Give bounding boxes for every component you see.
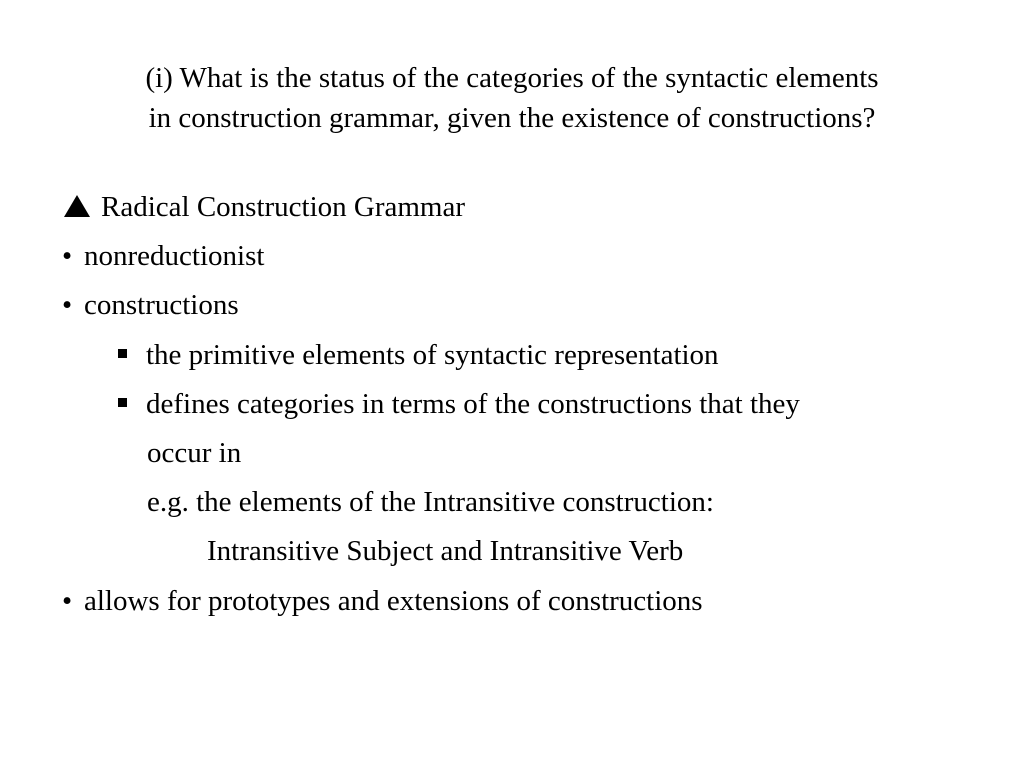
bullet-text: nonreductionist [84,240,265,272]
example-line: e.g. the elements of the Intransitive construction: [147,486,714,518]
triangle-up-icon [64,195,90,217]
subbullet-text: the primitive elements of syntactic representation [146,339,719,371]
bullet-item-constructions [62,288,239,322]
subbullet-continuation: occur in [147,437,242,469]
bullet-dot-icon: • [62,289,73,321]
example-detail-line: Intransitive Subject and Intransitive Verb [207,535,684,567]
bullet-text: allows for prototypes and extensions of constructions [84,585,703,617]
subbullet-item-primitive [118,338,719,372]
bullet-text: constructions [84,289,239,321]
square-bullet-icon [118,349,127,358]
bullet-item-nonreductionist [62,239,264,273]
title-line-1: (i) What is the status of the categories of the syntactic elements [145,62,879,94]
slide-title [40,58,984,138]
heading-text: Radical Construction Grammar [101,191,466,223]
bullet-dot-icon: • [62,240,73,272]
subbullet-text: defines categories in terms of the constructions that they [146,388,800,420]
heading-row [64,190,465,224]
subbullet-item-defines [118,387,800,421]
title-line-2: in construction grammar, given the existence of constructions? [148,102,876,134]
bullet-item-prototypes [62,584,703,618]
square-bullet-icon [118,398,127,407]
bullet-dot-icon: • [62,585,73,617]
